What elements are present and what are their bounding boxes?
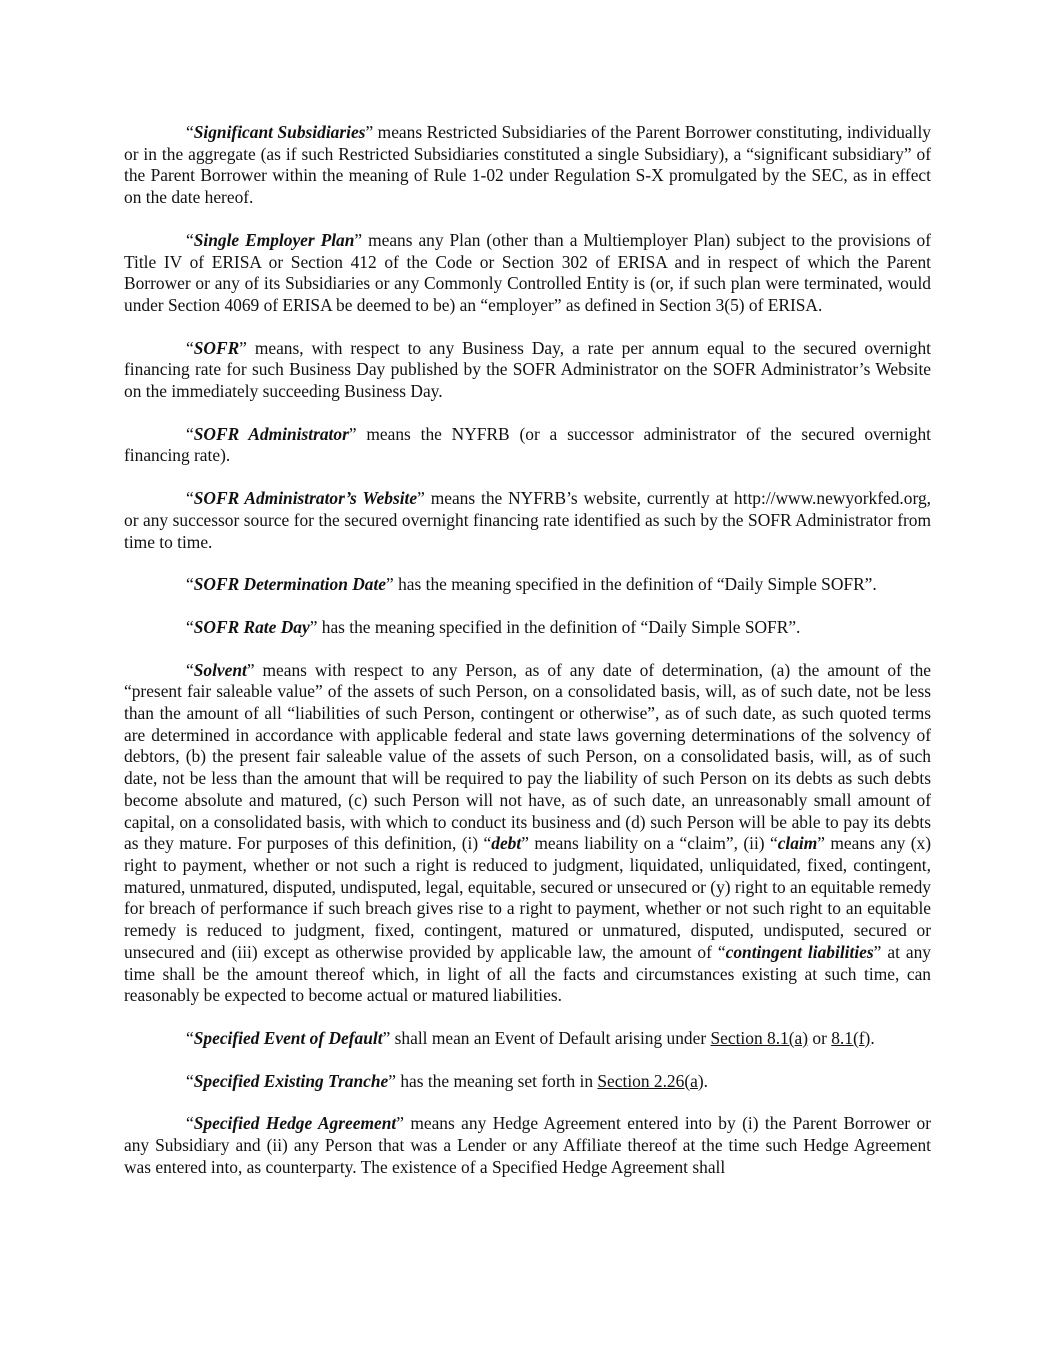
defined-term: Significant Subsidiaries	[193, 122, 366, 142]
definition-text: ” means liability on a “claim”, (ii) “	[521, 833, 778, 854]
definition-text: ” means any (x) right to payment, whether or not such a right is reduced to judgment, liquidated, unliquidated, fixed, contingent, matured, unmatured, disputed, undisputed, legal, equitable, secured or unsecured or (y) right to an equitable remedy for breach of performance if such breach gives rise to a right to payment, whether or not such right to an equitable remedy is reduced to judgment, fixed, contingent, matured or unmatured, disputed, undisputed, secured or unsecured and (iii) except as otherwise provided by applicable law, the amount of “	[124, 833, 931, 962]
definition-single-employer-plan: “Single Employer Plan” means any Plan (other than a Multiemployer Plan) subject to the provisions of Title IV of ERISA or Section 412 of the Code or Section 302 of ERISA and in respect of which the Parent Borrower or any of its Subsidiaries or any Commonly Controlled Entity is (or, if such plan were terminated, would under Section 4069 of ERISA be deemed to be) an “employer” as defined in Section 3(5) of ERISA.	[124, 229, 931, 315]
definition-text: ” means, with respect to any Business Day, a rate per annum equal to the secured overnight financing rate for such Business Day published by the SOFR Administrator on the SOFR Administrator’s Website on the immediately succeeding Business Day.	[124, 337, 931, 402]
definition-sofr-administrator: “SOFR Administrator” means the NYFRB (or a successor administrator of the secured overnight financing rate).	[124, 423, 931, 466]
definition-text: ” means the NYFRB’s website, currently at http://www.newyorkfed.org, or any successor source for the secured overnight financing rate identified as such by the SOFR Administrator from time to time.	[124, 488, 931, 552]
definition-text: ” at any time shall be the amount thereof which, in light of all the facts and circumstances existing at such time, can reasonably be expected to become actual or matured liabilities.	[124, 941, 931, 1006]
definition-text: ” means the NYFRB (or a successor administrator of the secured overnight financing rate).	[124, 423, 931, 466]
definition-text: .	[870, 1027, 875, 1048]
defined-term: SOFR Administrator	[193, 423, 349, 444]
definition-specified-event-of-default: “Specified Event of Default” shall mean an Event of Default arising under Section 8.1(a) or 8.1(f).	[186, 1027, 875, 1048]
definition-text: ” has the meaning specified in the definition of “Daily Simple SOFR”.	[309, 616, 801, 637]
defined-term: Solvent	[193, 659, 247, 680]
definition-text: ” has the meaning specified in the definition of “Daily Simple SOFR”.	[386, 574, 877, 595]
definition-text: ” has the meaning set forth in	[388, 1070, 598, 1091]
definition-sofr: “SOFR” means, with respect to any Business Day, a rate per annum equal to the secured overnight financing rate for such Business Day published by the SOFR Administrator on the SOFR Administrator’s Website on the immediately succeeding Business Day.	[124, 337, 931, 402]
document-page	[124, 122, 931, 1199]
section-reference-link[interactable]: 8.1(f)	[831, 1027, 871, 1048]
defined-term-claim: claim	[777, 833, 818, 854]
defined-term-debt: debt	[491, 833, 522, 854]
definition-text: or	[808, 1027, 832, 1048]
definition-text: .	[703, 1070, 708, 1091]
definition-significant-subsidiaries: “Significant Subsidiaries” means Restricted Subsidiaries of the Parent Borrower constituting, individually or in the aggregate (as if such Restricted Subsidiaries constituted a single Subsidiary), a “significant subsidiary” of the Parent Borrower within the meaning of Rule 1-02 under Regulation S-X promulgated by the SEC, as in effect on the date hereof.	[124, 122, 931, 208]
definition-solvent: “Solvent” means with respect to any Person, as of any date of determination, (a) the amount of the “present fair saleable value” of the assets of such Person, on a consolidated basis, will, as of such date, not be less than the amount of all “liabilities of such Person, contingent or otherwise”, as of such date, as such quoted terms are determined in accordance with applicable federal and state laws governing determinations of the solvency of debtors, (b) the present fair saleable value of the assets of such Person, on a consolidated basis, will, as of such date, not be less than the amount that will be required to pay the liability of such Person on its debts as such debts become absolute and matured, (c) such Person will not have, as of such date, an unreasonably small amount of capital, on a consolidated basis, with which to conduct its business and (d) such Person will be able to pay its debts as they mature. For purposes of this definition, (i) “debt” means liability on a “claim”, (ii) “claim” means any (x) right to payment, whether or not such a right is reduced to judgment, liquidated, unliquidated, fixed, contingent, matured, unmatured, disputed, undisputed, legal, equitable, secured or unsecured or (y) right to an equitable remedy for breach of performance if such breach gives rise to a right to payment, whether or not such right to an equitable remedy is reduced to judgment, fixed, contingent, matured or unmatured, disputed, undisputed, secured or unsecured and (iii) except as otherwise provided by applicable law, the amount of “contingent liabilities” at any time shall be the amount thereof which, in light of all the facts and circumstances existing at such time, can reasonably be expected to become actual or matured liabilities.	[124, 659, 931, 1006]
defined-term: Single Employer Plan	[193, 229, 355, 250]
definition-text: ” means any Hedge Agreement entered into by (i) the Parent Borrower or any Subsidiary and (ii) any Person that was a Lender or any Affiliate thereof at the time such Hedge Agreement was entered into, as counterparty. The existence of a Specified Hedge Agreement shall	[124, 1113, 931, 1177]
section-reference-link[interactable]: Section 8.1(a)	[710, 1027, 809, 1048]
definition-specified-hedge-agreement: “Specified Hedge Agreement” means any Hedge Agreement entered into by (i) the Parent Borrower or any Subsidiary and (ii) any Person that was a Lender or any Affiliate thereof at the time such Hedge Agreement was entered into, as counterparty. The existence of a Specified Hedge Agreement shall	[124, 1113, 931, 1177]
definition-text: ” shall mean an Event of Default arising under	[382, 1027, 711, 1048]
defined-term: Specified Hedge Agreement	[193, 1113, 397, 1134]
defined-term: SOFR Determination Date	[193, 574, 387, 595]
defined-term: SOFR	[193, 337, 240, 358]
definition-sofr-rate-day: “SOFR Rate Day” has the meaning specified in the definition of “Daily Simple SOFR”.	[186, 616, 801, 637]
defined-term: SOFR Rate Day	[193, 616, 310, 637]
section-reference-link[interactable]: Section 2.26(a)	[597, 1070, 704, 1091]
definition-text: ” means with respect to any Person, as of any date of determination, (a) the amount of the “present fair saleable value” of the assets of such Person, on a consolidated basis, will, as of such date, not be less than the amount of all “liabilities of such Person, contingent or otherwise”, as of such date, as such quoted terms are determined in accordance with applicable federal and state laws governing determinations of the solvency of debtors, (b) the present fair saleable value of the assets of such Person, on a consolidated basis, will, as of such date, not be less than the amount that will be required to pay the liability of such Person on its debts as such debts become absolute and matured, (c) such Person will not have, as of such date, an unreasonably small amount of capital, on a consolidated basis, with which to conduct its business and (d) such Person will be able to pay its debts as they mature. For purposes of this definition, (i) “	[124, 659, 931, 854]
defined-term-contingent-liabilities: contingent liabilities	[725, 941, 874, 962]
defined-term: Specified Existing Tranche	[193, 1070, 389, 1091]
definition-text: ” means Restricted Subsidiaries of the Parent Borrower constituting, individually or in the aggregate (as if such Restricted Subsidiaries constituted a single Subsidiary), a “significant subsidiary” of the Parent Borrower within the meaning of Rule 1-02 under Regulation S-X promulgated by the SEC, as in effect on the date hereof.	[124, 122, 931, 208]
defined-term: Specified Event of Default	[193, 1027, 383, 1048]
definition-specified-existing-tranche: “Specified Existing Tranche” has the meaning set forth in Section 2.26(a).	[186, 1070, 708, 1091]
definition-sofr-determination-date: “SOFR Determination Date” has the meaning specified in the definition of “Daily Simple SOFR”.	[186, 574, 877, 595]
definition-text: ” means any Plan (other than a Multiemployer Plan) subject to the provisions of Title IV of ERISA or Section 412 of the Code or Section 302 of ERISA and in respect of which the Parent Borrower or any of its Subsidiaries or any Commonly Controlled Entity is (or, if such plan were terminated, would under Section 4069 of ERISA be deemed to be) an “employer” as defined in Section 3(5) of ERISA.	[124, 229, 931, 315]
definition-sofr-administrators-website: “SOFR Administrator’s Website” means the NYFRB’s website, currently at http://www.newyorkfed.org, or any successor source for the secured overnight financing rate identified as such by the SOFR Administrator from time to time.	[124, 488, 931, 552]
defined-term: SOFR Administrator’s Website	[193, 488, 418, 509]
